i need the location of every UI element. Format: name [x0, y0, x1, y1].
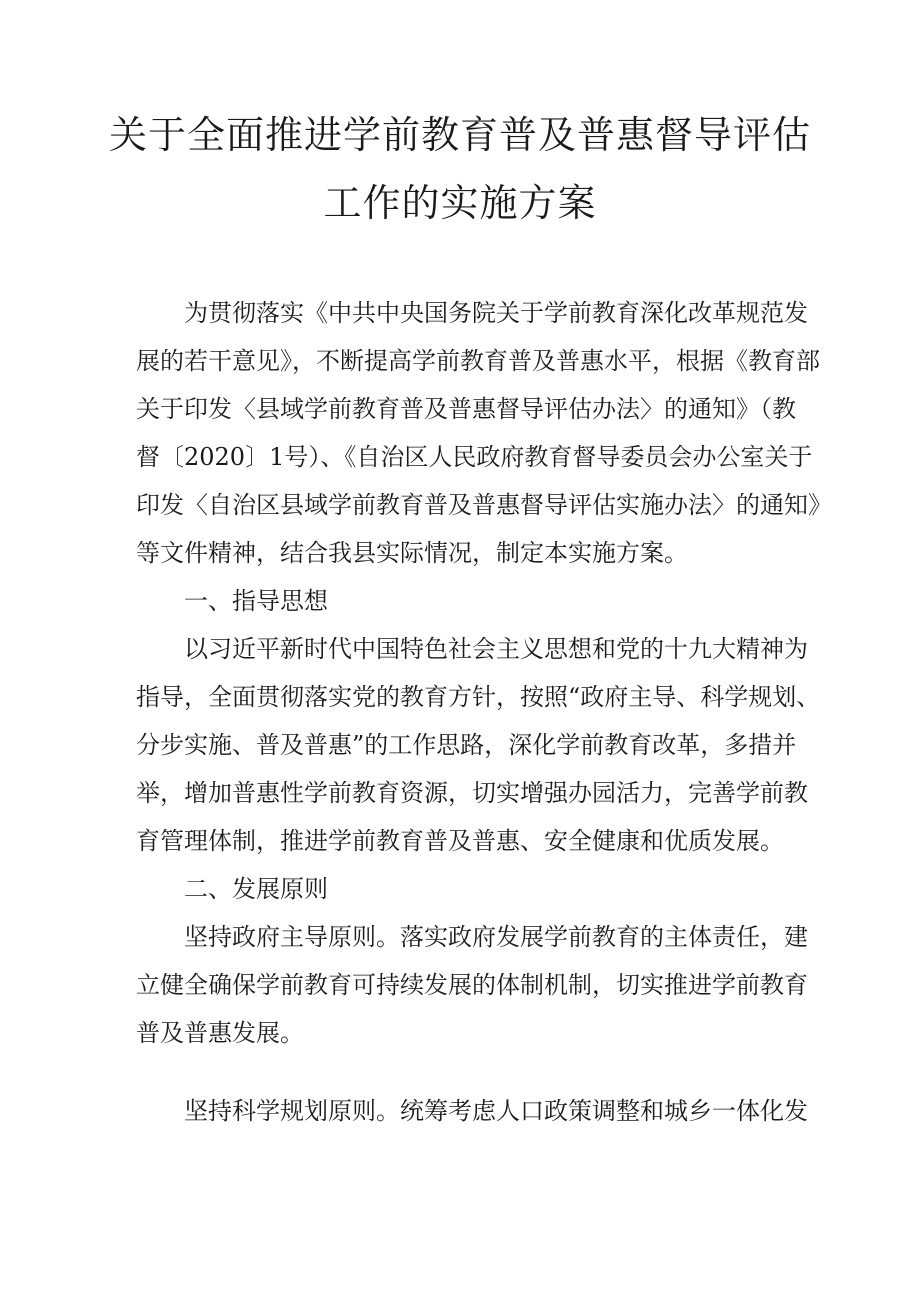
paragraph-line: 坚持政府主导原则。落实政府发展学前教育的主体责任，建 — [184, 923, 808, 951]
paragraph-line: 立健全确保学前教育可持续发展的体制机制，切实推进学前教育 — [136, 971, 808, 999]
paragraph-line: 育管理体制，推进学前教育普及普惠、安全健康和优质发展。 — [136, 827, 784, 855]
paragraph-line: 督〔2020〕1号）、《自治区人民政府教育督导委员会办公室关于 — [136, 443, 813, 471]
paragraph-line: 为贯彻落实《中共中央国务院关于学前教育深化改革规范发 — [184, 299, 808, 327]
paragraph-line: 举，增加普惠性学前教育资源，切实增强办园活力，完善学前教 — [136, 779, 808, 807]
paragraph-line: 指导，全面贯彻落实党的教育方针，按照“政府主导、科学规划、 — [136, 683, 821, 711]
paragraph-line: 关于印发〈县域学前教育普及普惠督导评估办法〉的通知》（教 — [136, 395, 796, 423]
paragraph-line: 印发〈自治区县域学前教育普及普惠督导评估实施办法〉的通知》 — [136, 491, 832, 519]
document-title-line-2: 工作的实施方案 — [323, 181, 597, 225]
paragraph-line: 分步实施、普及普惠”的工作思路，深化学前教育改革，多措并 — [136, 731, 797, 759]
paragraph-line: 坚持科学规划原则。统筹考虑人口政策调整和城乡一体化发 — [184, 1097, 808, 1125]
paragraph-line: 以习近平新时代中国特色社会主义思想和党的十九大精神为 — [184, 635, 808, 663]
document-title-line-1: 关于全面推进学前教育普及普惠督导评估 — [108, 113, 811, 157]
paragraph-line: 普及普惠发展。 — [136, 1019, 304, 1047]
paragraph-line: 等文件精神，结合我县实际情况，制定本实施方案。 — [136, 539, 688, 567]
paragraph-line: 展的若干意见》，不断提高学前教育普及普惠水平，根据《教育部 — [136, 347, 820, 375]
section-heading: 二、发展原则 — [184, 875, 328, 903]
section-heading: 一、指导思想 — [184, 587, 328, 615]
